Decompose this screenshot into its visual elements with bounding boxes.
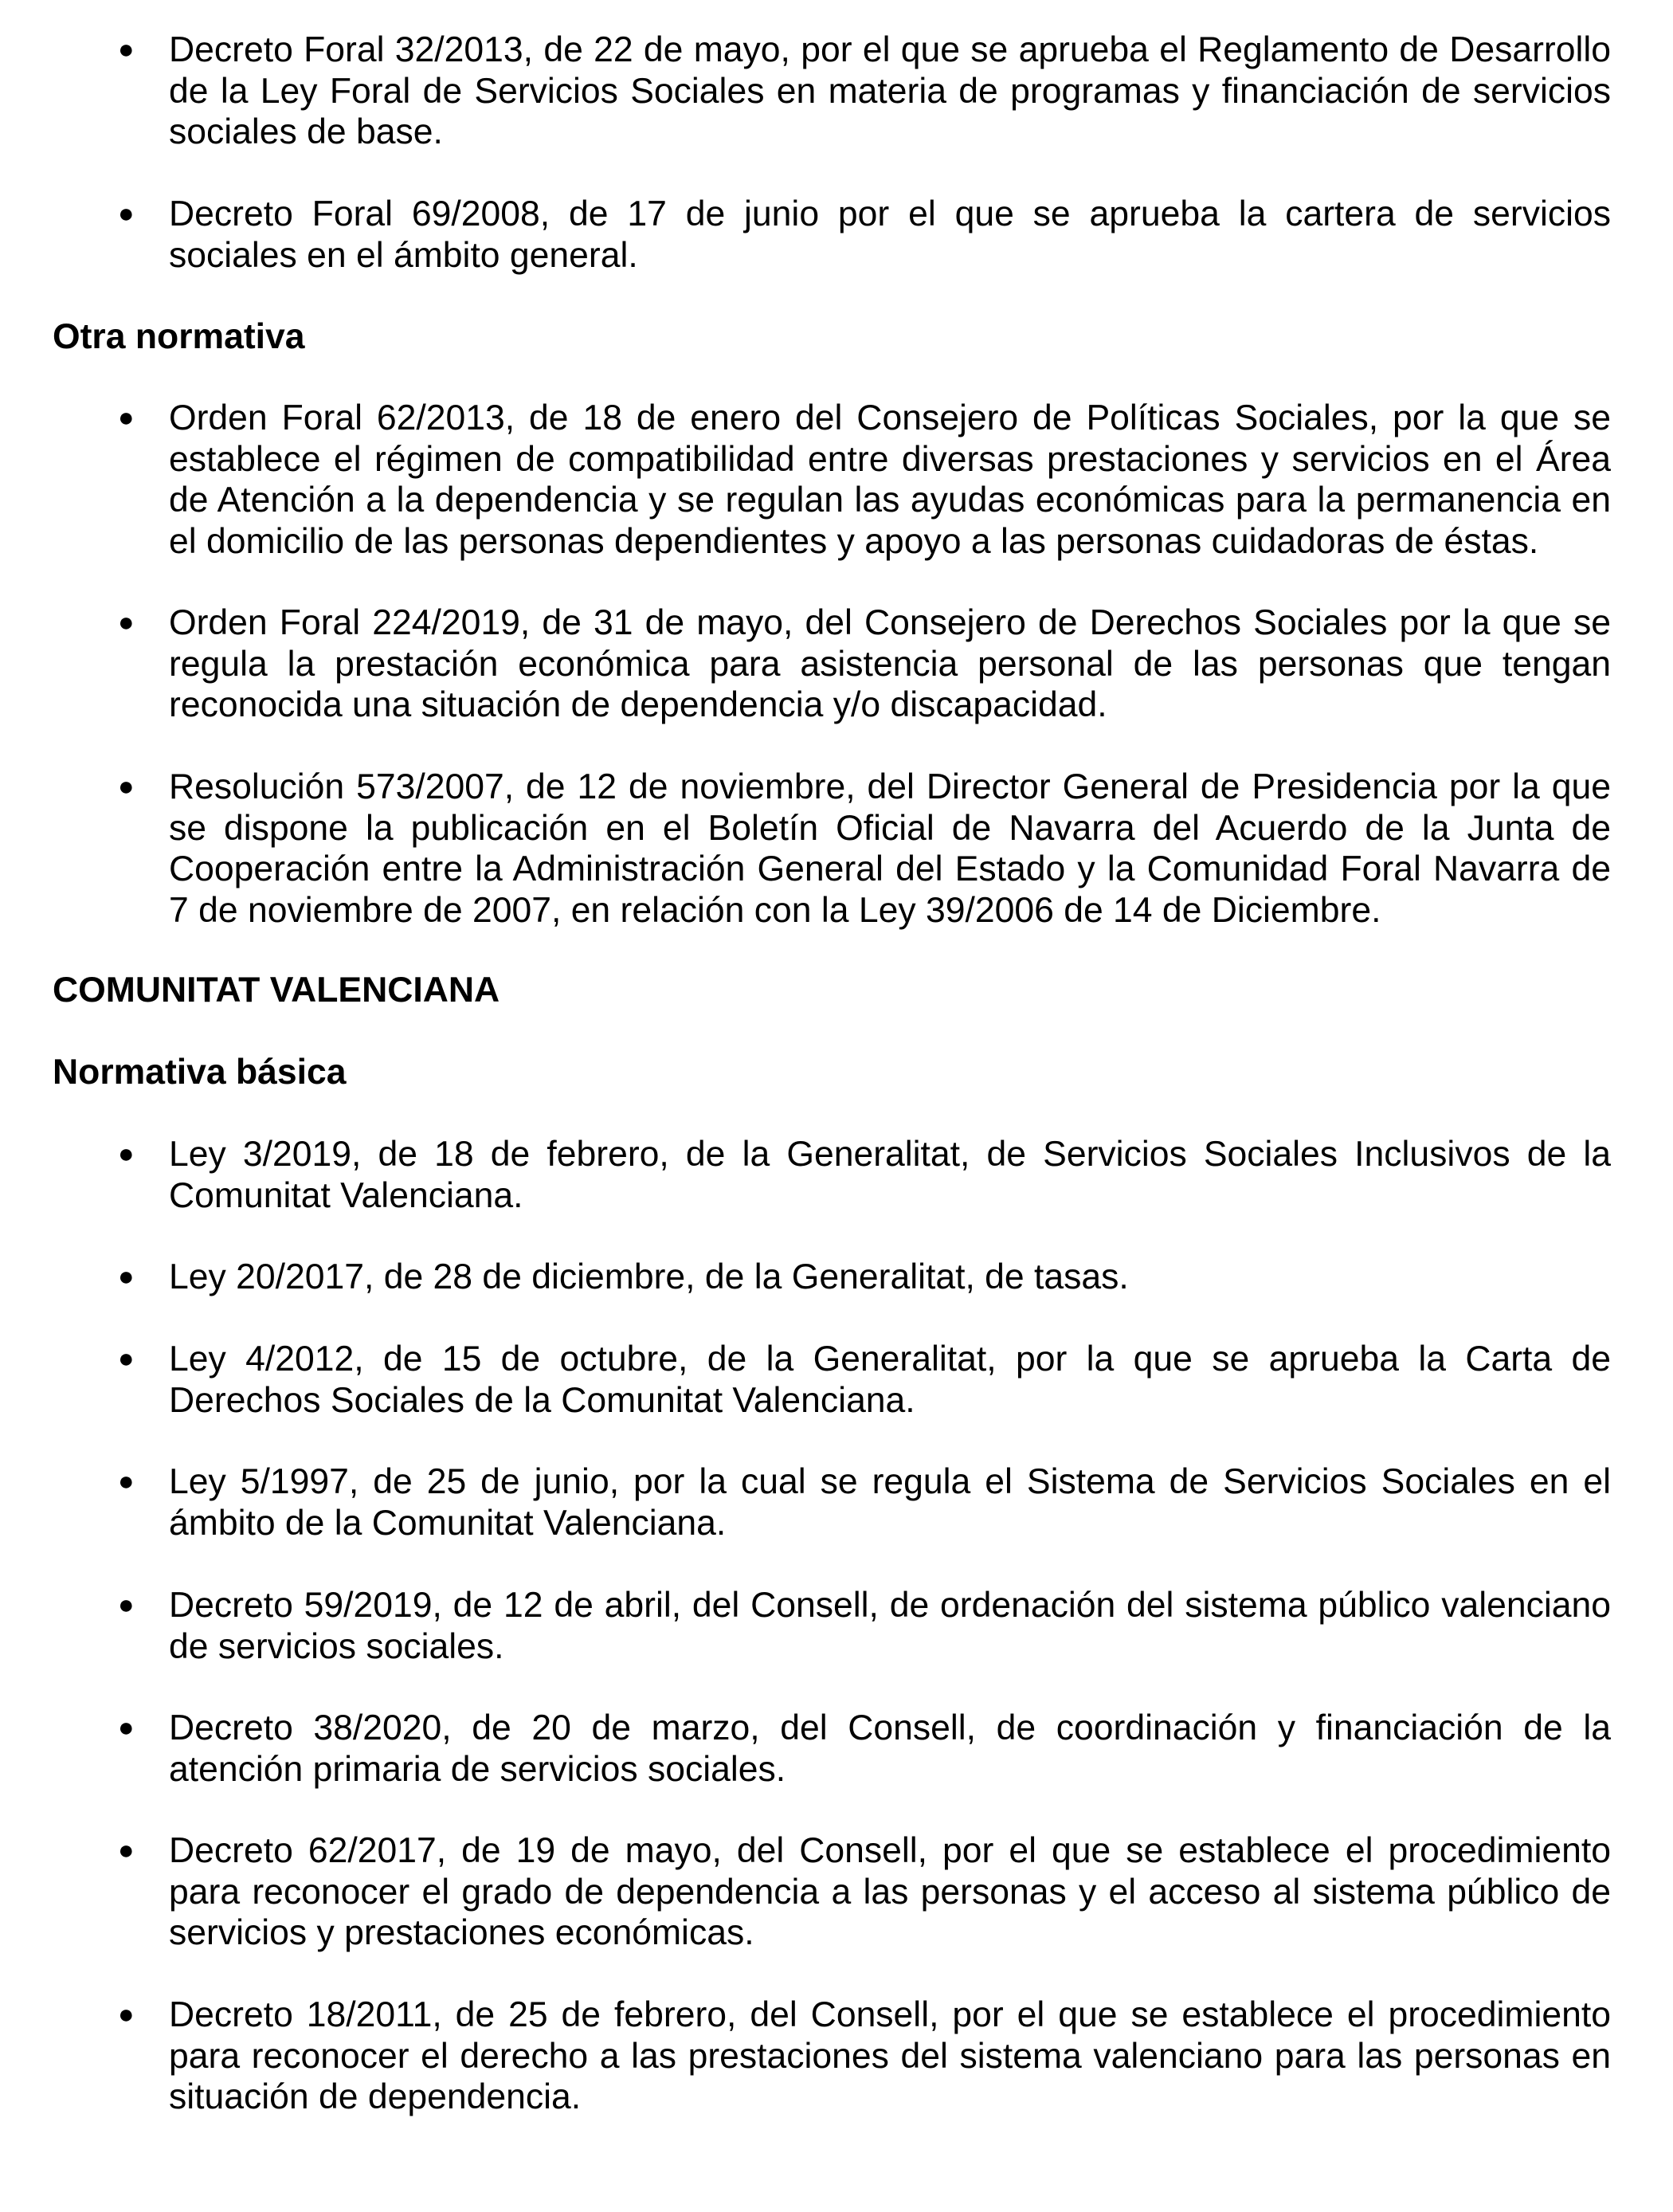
region-heading: COMUNITAT VALENCIANA: [53, 971, 500, 1010]
list-item: [118, 1585, 1611, 1667]
bullet-icon: ●: [118, 1466, 135, 1496]
list-item: [118, 1134, 1611, 1216]
list-item: [118, 398, 1611, 562]
list-item: [118, 1994, 1611, 2118]
bullet-icon: ●: [118, 607, 135, 637]
section-heading: Normativa básica: [53, 1053, 347, 1092]
list-item: [118, 1257, 1611, 1298]
list-item: [118, 1339, 1611, 1421]
list-item-text: Decreto 62/2017, de 19 de mayo, del Consell, por el que se establece el procedimiento para reconocer el grado de dependencia a las personas y el acceso al sistema público de servicios y prestaciones económicas.: [169, 1831, 1611, 1952]
list-item: [118, 767, 1611, 931]
list-item: [118, 602, 1611, 726]
bullet-icon: ●: [118, 1712, 135, 1743]
bullet-icon: ●: [118, 1139, 135, 1169]
list-item-text: Decreto 59/2019, de 12 de abril, del Consell, de ordenación del sistema público valenciano de servicios sociales.: [169, 1586, 1611, 1666]
list-item: [118, 29, 1611, 153]
list-item-text: Orden Foral 224/2019, de 31 de mayo, del Consejero de Derechos Sociales por la que se regula la prestación económica para asistencia personal de las personas que tengan reconocida una situación de dependencia y/o discapacidad.: [169, 603, 1611, 724]
section-heading: Otra normativa: [53, 317, 305, 356]
list-item-text: Decreto 38/2020, de 20 de marzo, del Consell, de coordinación y financiación de la atención primaria de servicios sociales.: [169, 1708, 1611, 1789]
list-item-text: Decreto Foral 69/2008, de 17 de junio por el que se aprueba la cartera de servicios sociales en el ámbito general.: [169, 194, 1611, 275]
bullet-icon: ●: [118, 198, 135, 229]
list-item-text: Ley 4/2012, de 15 de octubre, de la Generalitat, por la que se aprueba la Carta de Derechos Sociales de la Comunitat Valenciana.: [169, 1339, 1611, 1420]
bullet-icon: ●: [118, 1590, 135, 1620]
list-item-text: Ley 5/1997, de 25 de junio, por la cual se regula el Sistema de Servicios Sociales en el ámbito de la Comunitat Valenciana.: [169, 1462, 1611, 1543]
list-item-text: Ley 3/2019, de 18 de febrero, de la Generalitat, de Servicios Sociales Inclusivos de la Comunitat Valenciana.: [169, 1135, 1611, 1215]
list-item: [118, 1461, 1611, 1543]
bullet-icon: ●: [118, 1261, 135, 1292]
bullet-icon: ●: [118, 1343, 135, 1374]
bullet-icon: ●: [118, 402, 135, 433]
list-item-text: Resolución 573/2007, de 12 de noviembre, del Director General de Presidencia por la que se dispone la publicación en el Boletín Oficial de Navarra del Acuerdo de la Junta de Cooperación entre la Administración General del Estado y la Comunidad Foral Navarra de 7 de noviembre de 2007, en relación con la Ley 39/2006 de 14 de Diciembre.: [169, 767, 1611, 930]
list-item: [118, 1708, 1611, 1790]
list-item-text: Ley 20/2017, de 28 de diciembre, de la Generalitat, de tasas.: [169, 1257, 1129, 1296]
bullet-icon: ●: [118, 1835, 135, 1865]
list-item: [118, 1830, 1611, 1954]
list-item-text: Decreto Foral 32/2013, de 22 de mayo, por el que se aprueba el Reglamento de Desarrollo de la Ley Foral de Servicios Sociales en materia de programas y financiación de servicios sociales de base.: [169, 30, 1611, 151]
list-item-text: Orden Foral 62/2013, de 18 de enero del Consejero de Políticas Sociales, por la que se establece el régimen de compatibilidad entre diversas prestaciones y servicios en el Área de Atención a la dependencia y se regulan las ayudas económicas para la permanencia en el domicilio de las personas dependientes y apoyo a las personas cuidadoras de éstas.: [169, 398, 1611, 561]
bullet-icon: ●: [118, 34, 135, 65]
bullet-icon: ●: [118, 771, 135, 802]
list-item-text: Decreto 18/2011, de 25 de febrero, del Consell, por el que se establece el procedimiento para reconocer el derecho a las prestaciones del sistema valenciano para las personas en situación de dependencia.: [169, 1995, 1611, 2116]
bullet-icon: ●: [118, 1999, 135, 2030]
list-item: [118, 194, 1611, 276]
